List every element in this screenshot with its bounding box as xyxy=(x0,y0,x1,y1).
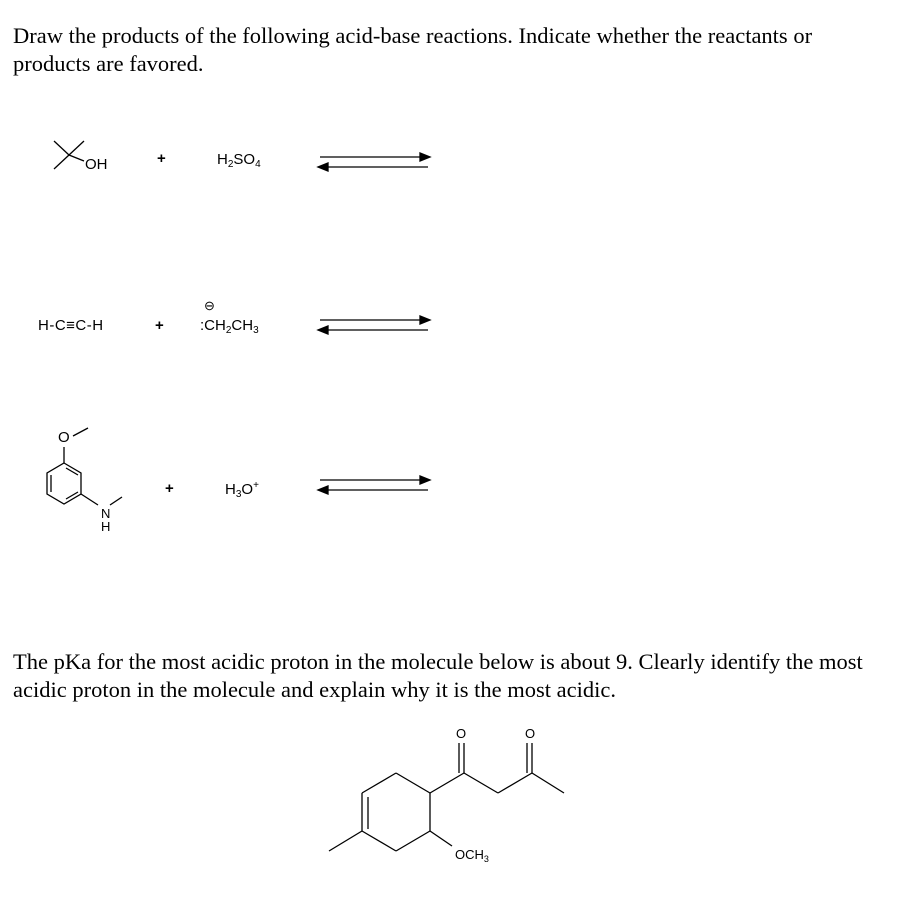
bond xyxy=(430,773,464,793)
negative-charge-icon: ⊖ xyxy=(204,298,215,313)
sulfuric-acid-formula: $H_2SO_4$ xyxy=(217,151,261,170)
oxygen-label: O xyxy=(58,429,70,446)
bond xyxy=(329,831,362,851)
ketone-oxygen-label: O xyxy=(456,726,467,741)
bond xyxy=(430,831,452,846)
methoxy-label: $OCH_3$ xyxy=(455,847,489,864)
question-2-prompt: The pKa for the most acidic proton in the molecule below is about 9. Clearly identify the most acidic proton in the molecule and explain why it is the most acidic. xyxy=(13,649,863,702)
bond xyxy=(464,773,498,793)
hydroxyl-label: OH xyxy=(85,156,108,173)
bond xyxy=(362,773,396,793)
bond xyxy=(532,773,564,793)
ketone-oxygen-label: O xyxy=(525,726,536,741)
question-1-prompt: Draw the products of the following acid-base reactions. Indicate whether the reactants or products are favored. xyxy=(13,23,813,76)
acetylene-formula: H-C≡C-H xyxy=(38,317,104,334)
plus-sign: + xyxy=(155,317,164,334)
hydrogen-label: H xyxy=(101,519,111,534)
ethyl-anion-formula: $:CH_2CH_3$ xyxy=(200,317,259,336)
bond xyxy=(396,773,430,793)
bond xyxy=(396,831,430,851)
nitrogen-label: N xyxy=(101,506,111,521)
plus-sign: + xyxy=(157,150,166,167)
bond xyxy=(362,831,396,851)
hydronium-formula: $H_3O^+$ xyxy=(225,480,259,500)
bond xyxy=(498,773,532,793)
plus-sign: + xyxy=(165,480,174,497)
